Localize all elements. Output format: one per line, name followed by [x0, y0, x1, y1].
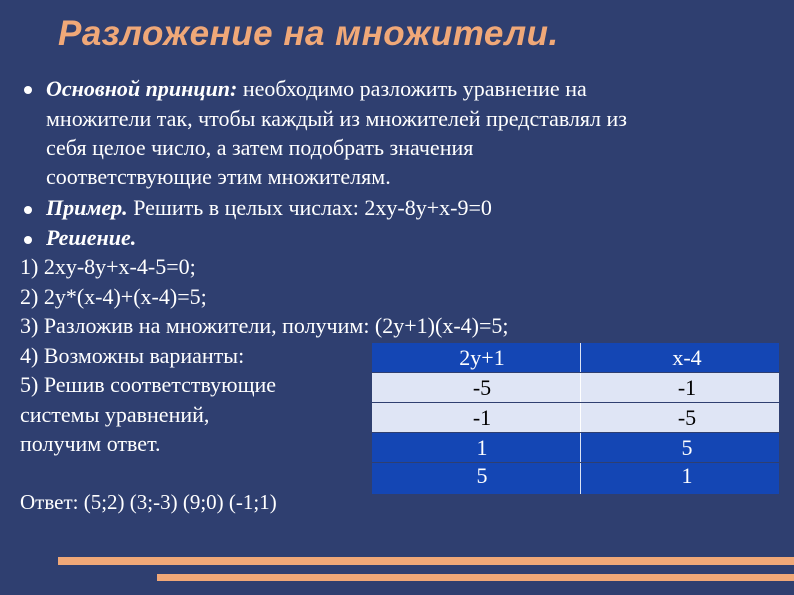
table-row [372, 463, 779, 494]
variants-table [372, 343, 779, 495]
column-divider [580, 343, 581, 372]
example-label: Пример. [46, 195, 128, 220]
example-text: Решить в целых числах: 2xy-8y+x-9=0 [133, 195, 492, 220]
table-row [372, 433, 779, 462]
bullet-icon [24, 206, 32, 214]
principle-line-4: соответствующие этим множителям. [46, 164, 391, 189]
step-4: 4) Возможны варианты: [20, 343, 245, 368]
step-3: 3) Разложив на множители, получим: (2y+1)(x-4)=5; [20, 313, 509, 338]
column-divider [580, 433, 581, 462]
principle-text-1: необходимо разложить уравнение на [242, 76, 587, 101]
table-cell: 5 [476, 463, 488, 488]
table-row [372, 373, 779, 402]
table-cell: 1 [681, 463, 693, 488]
answer: Ответ: (5;2) (3;-3) (9;0) (-1;1) [20, 490, 277, 514]
step-5: 5) Решив соответствующие [20, 372, 277, 397]
step-1: 1) 2xy-8y+x-4-5=0; [20, 254, 196, 279]
column-divider [580, 463, 581, 494]
bullet-icon [24, 86, 32, 94]
decorative-stripe [58, 557, 794, 565]
example-line [46, 195, 492, 221]
table-header-row [372, 343, 779, 372]
table-cell: -5 [677, 405, 697, 430]
table-cell: 5 [681, 435, 693, 460]
table-header: 2y+1 [459, 345, 505, 370]
step-5-cont-2: получим ответ. [20, 431, 161, 456]
solution-label: Решение. [46, 225, 137, 250]
principle-line-2: множители так, чтобы каждый из множителей представлял из [46, 106, 627, 131]
table-cell: -1 [472, 405, 492, 430]
slide-title: Разложение на множители. [58, 14, 559, 53]
bullet-icon [24, 236, 32, 244]
column-divider [580, 403, 581, 432]
table-row [372, 403, 779, 432]
principle-label: Основной принцип: [46, 76, 238, 101]
table-cell: -1 [677, 375, 697, 400]
table-cell: 1 [476, 435, 488, 460]
step-2: 2) 2y*(x-4)+(x-4)=5; [20, 284, 207, 309]
table-cell: -5 [472, 375, 492, 400]
step-5-cont-1: системы уравнений, [20, 402, 210, 427]
table-header: x-4 [672, 345, 702, 370]
principle-line-1 [46, 76, 587, 102]
decorative-stripe [157, 574, 794, 581]
principle-line-3: себя целое число, а затем подобрать значения [46, 135, 474, 160]
column-divider [580, 373, 581, 402]
